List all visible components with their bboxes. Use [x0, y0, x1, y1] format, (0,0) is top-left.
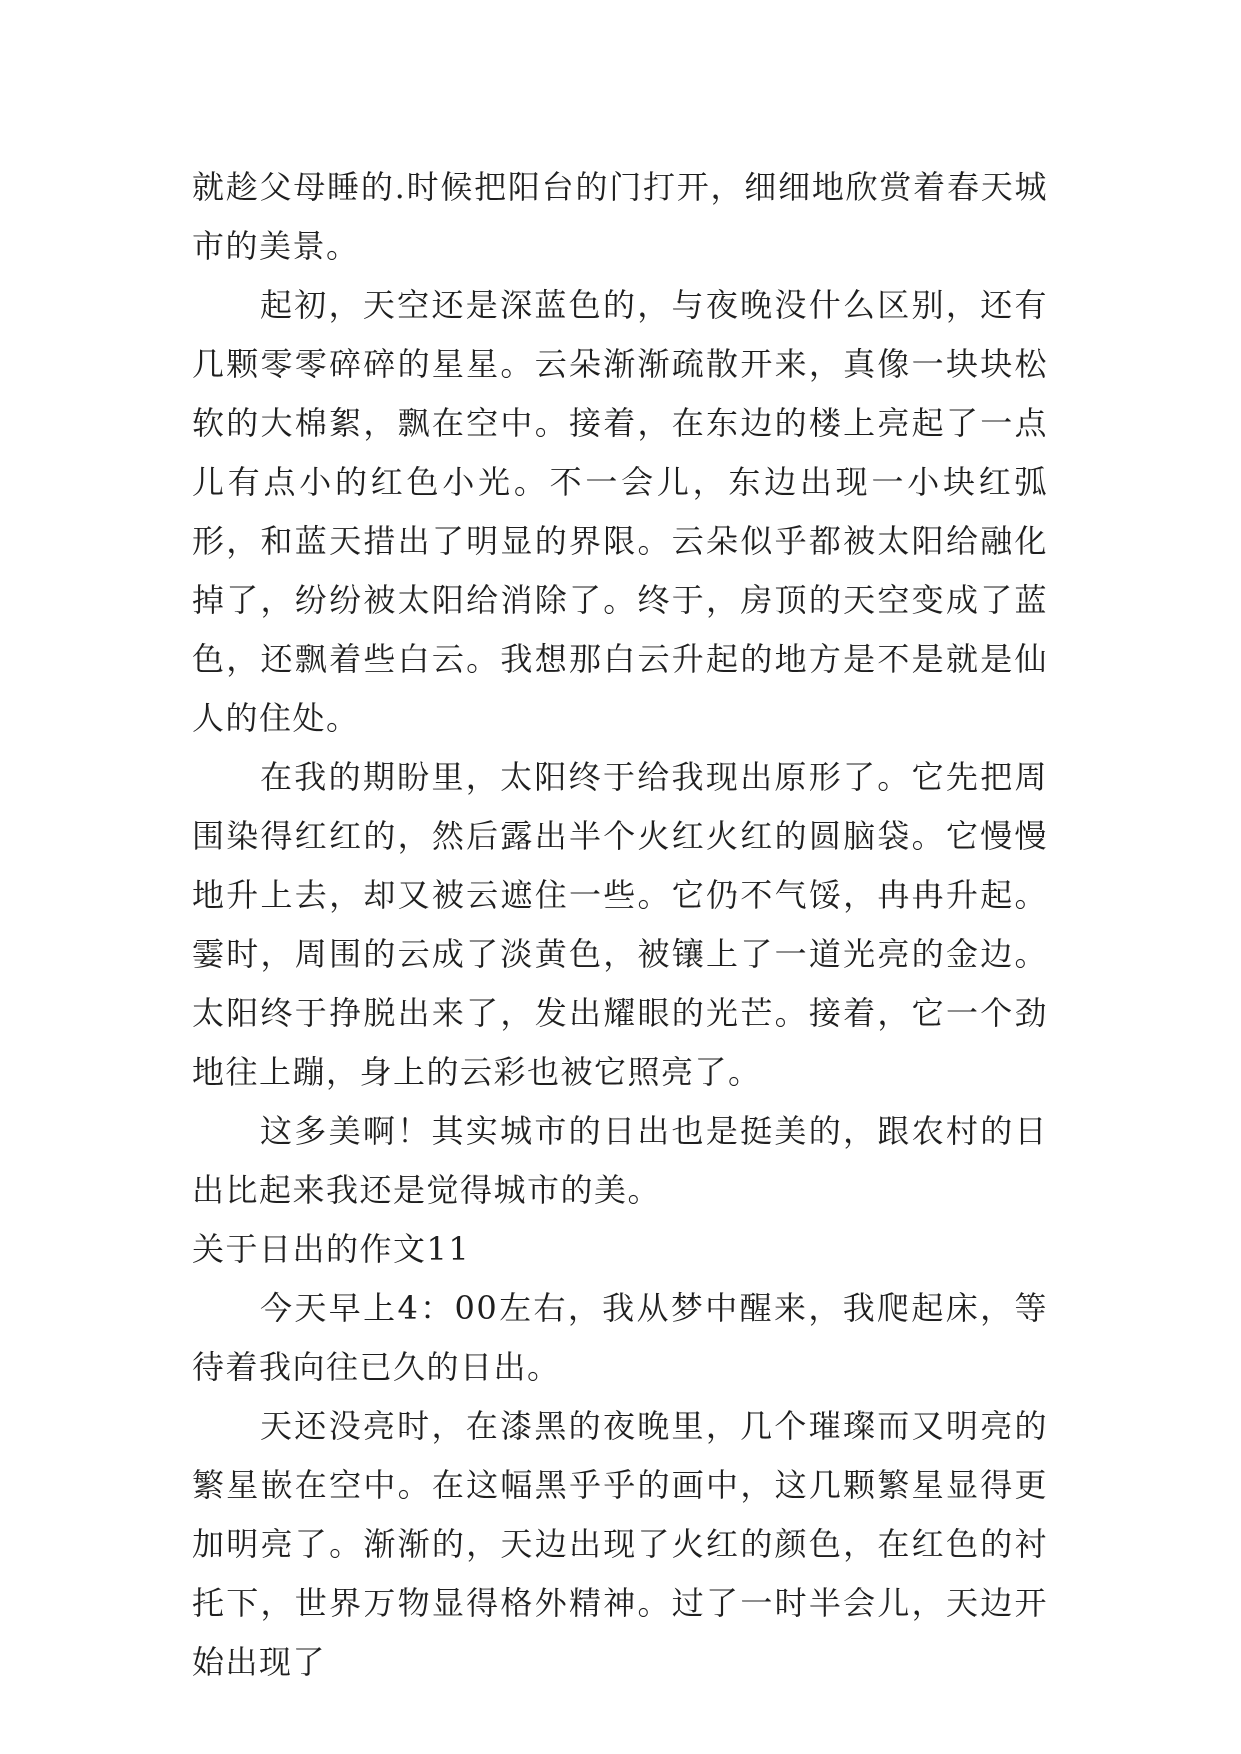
document-body [192, 158, 1048, 1692]
paragraph-continuation: 就趁父母睡的.时候把阳台的门打开，细细地欣赏着春天城市的美景。 [192, 168, 1048, 265]
paragraph-dawn-sky: 起初，天空还是深蓝色的，与夜晚没什么区别，还有几颗零零碎碎的星星。云朵渐渐疏散开来，真像一块块松软的大棉絮，飘在空中。接着，在东边的楼上亮起了一点儿有点小的红色小光。不一会儿，东边出现一小块红弧形，和蓝天措出了明显的界限。云朵似乎都被太阳给融化掉了，纷纷被太阳给消除了。终于，房顶的天空变成了蓝色，还飘着些白云。我想那白云升起的地方是不是就是仙人的住处。 [192, 286, 1048, 737]
paragraph-city-sunrise: 这多美啊！其实城市的日出也是挺美的，跟农村的日出比起来我还是觉得城市的美。 [192, 1112, 1048, 1209]
section-heading: 关于日出的作文11 [192, 1230, 471, 1268]
paragraph-wake-up: 今天早上4：00左右，我从梦中醒来，我爬起床，等待着我向往已久的日出。 [192, 1289, 1048, 1386]
paragraph-night-stars: 天还没亮时，在漆黑的夜晚里，几个璀璨而又明亮的繁星嵌在空中。在这幅黑乎乎的画中，这几颗繁星显得更加明亮了。渐渐的，天边出现了火红的颜色，在红色的衬托下，世界万物显得格外精神。过了一时半会儿，天边开始出现了 [192, 1407, 1048, 1681]
paragraph-sun-rising: 在我的期盼里，太阳终于给我现出原形了。它先把周围染得红红的，然后露出半个火红火红的圆脑袋。它慢慢地升上去，却又被云遮住一些。它仍不气馁，冉冉升起。霎时，周围的云成了淡黄色，被镶上了一道光亮的金边。太阳终于挣脱出来了，发出耀眼的光芒。接着，它一个劲地往上蹦，身上的云彩也被它照亮了。 [192, 758, 1048, 1091]
